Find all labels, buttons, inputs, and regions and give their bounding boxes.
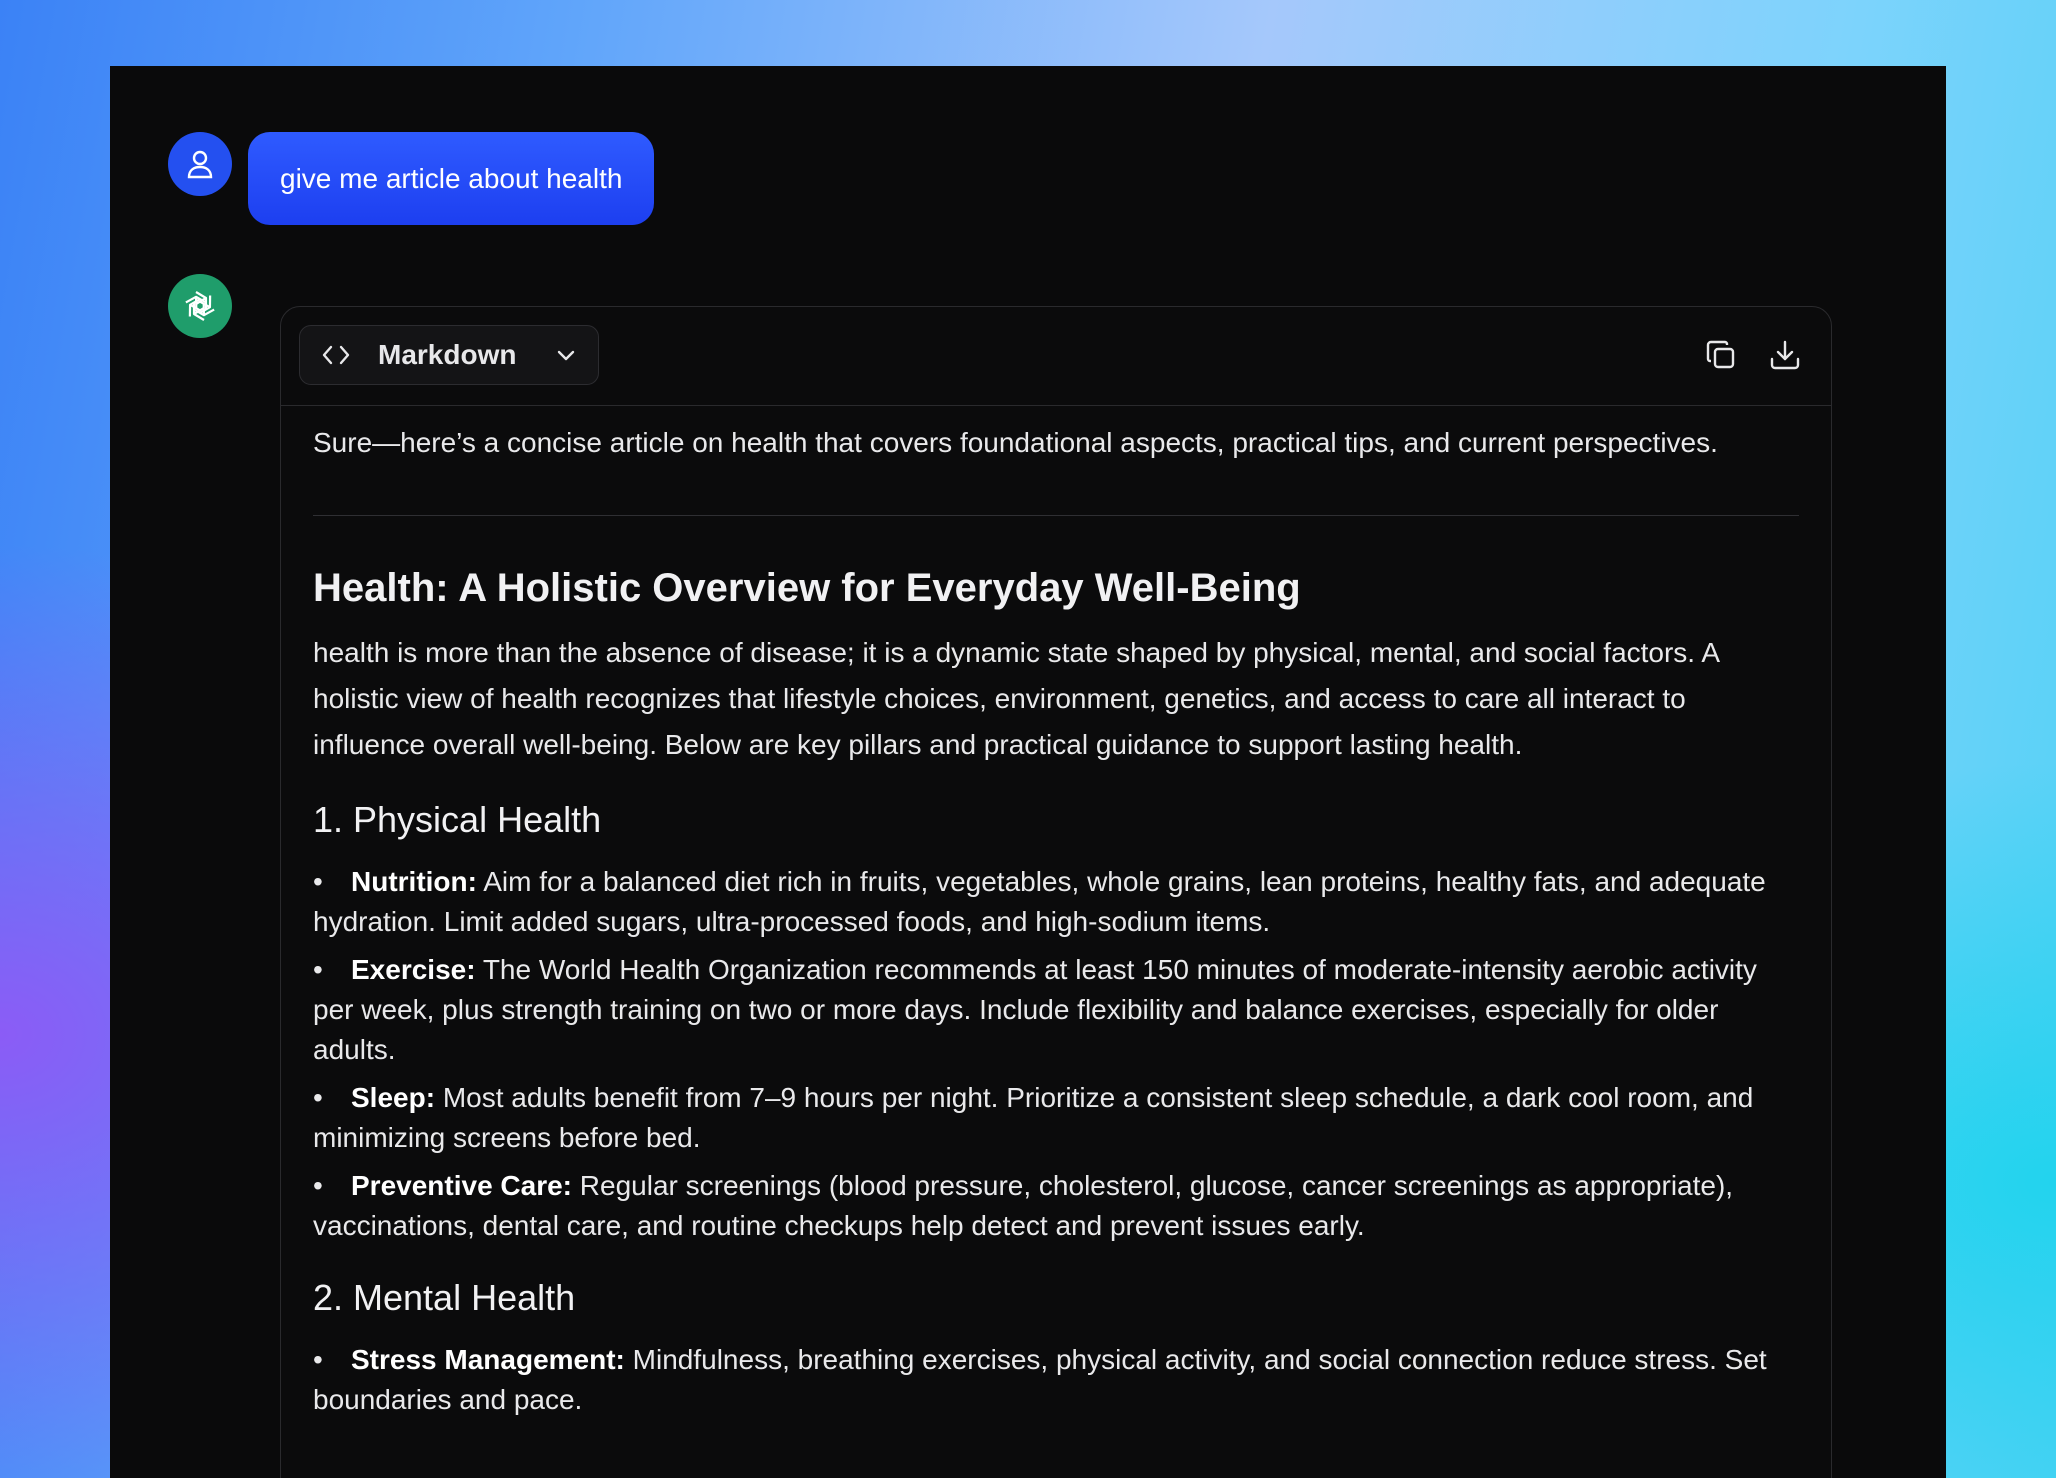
language-label: Markdown [378, 339, 517, 370]
article-paragraph: health is more than the absence of disease; it is a dynamic state shaped by physical, mental, and social factors. A holistic view of health recognizes that lifestyle choices, environment, genetics, and access to care all interact to influence overall well-being. Below are key pillars and practical guidance to support lasting health. [313, 637, 1719, 760]
assistant-avatar [168, 274, 232, 338]
intro-text: Sure—here’s a concise article on health that covers foundational aspects, practical tips, and current perspectives. [313, 427, 1718, 458]
list-item: • Exercise: The World Health Organization recommends at least 150 minutes of moderate-intensity aerobic activity per week, plus strength training on two or more days. Include flexibility and balance exercises, especially for older adults. [313, 954, 1757, 1065]
download-icon [1767, 337, 1803, 373]
code-block-header [281, 307, 1831, 406]
openai-logo-icon [180, 286, 220, 326]
language-selector[interactable] [299, 325, 599, 385]
physical-health-list [313, 862, 1799, 1246]
download-button[interactable] [1767, 337, 1803, 373]
section-heading-physical-health: 1. Physical Health [313, 799, 602, 840]
user-message-bubble [248, 132, 654, 225]
user-avatar [168, 132, 232, 196]
list-item: • Sleep: Most adults benefit from 7–9 hours per night. Prioritize a consistent sleep schedule, a dark cool room, and minimizing screens before bed. [313, 1082, 1754, 1153]
markdown-code-block [280, 306, 1832, 1478]
divider [313, 515, 1799, 516]
section-heading-mental-health: 2. Mental Health [313, 1277, 576, 1318]
user-icon [186, 149, 214, 179]
copy-button[interactable] [1703, 337, 1739, 373]
code-brackets-icon [320, 339, 352, 371]
list-item: • Nutrition: Aim for a balanced diet rich in fruits, vegetables, whole grains, lean proteins, healthy fats, and adequate hydration. Limit added sugars, ultra-processed foods, and high-sodium items. [313, 866, 1766, 937]
article-title: Health: A Holistic Overview for Everyday Well-Being [313, 566, 1301, 610]
list-item: • Stress Management: Mindfulness, breathing exercises, physical activity, and social connection reduce stress. Set boundaries and pace. [313, 1344, 1767, 1415]
mental-health-list [313, 1340, 1799, 1420]
copy-icon [1703, 337, 1739, 373]
user-message-text: give me article about health [280, 162, 623, 194]
chevron-down-icon [554, 343, 578, 367]
code-block-content [281, 406, 1831, 1420]
chat-panel [110, 66, 1946, 1478]
list-item: • Preventive Care: Regular screenings (blood pressure, cholesterol, glucose, cancer screenings as appropriate), vaccinations, dental care, and routine checkups help detect and prevent issues early. [313, 1170, 1734, 1241]
